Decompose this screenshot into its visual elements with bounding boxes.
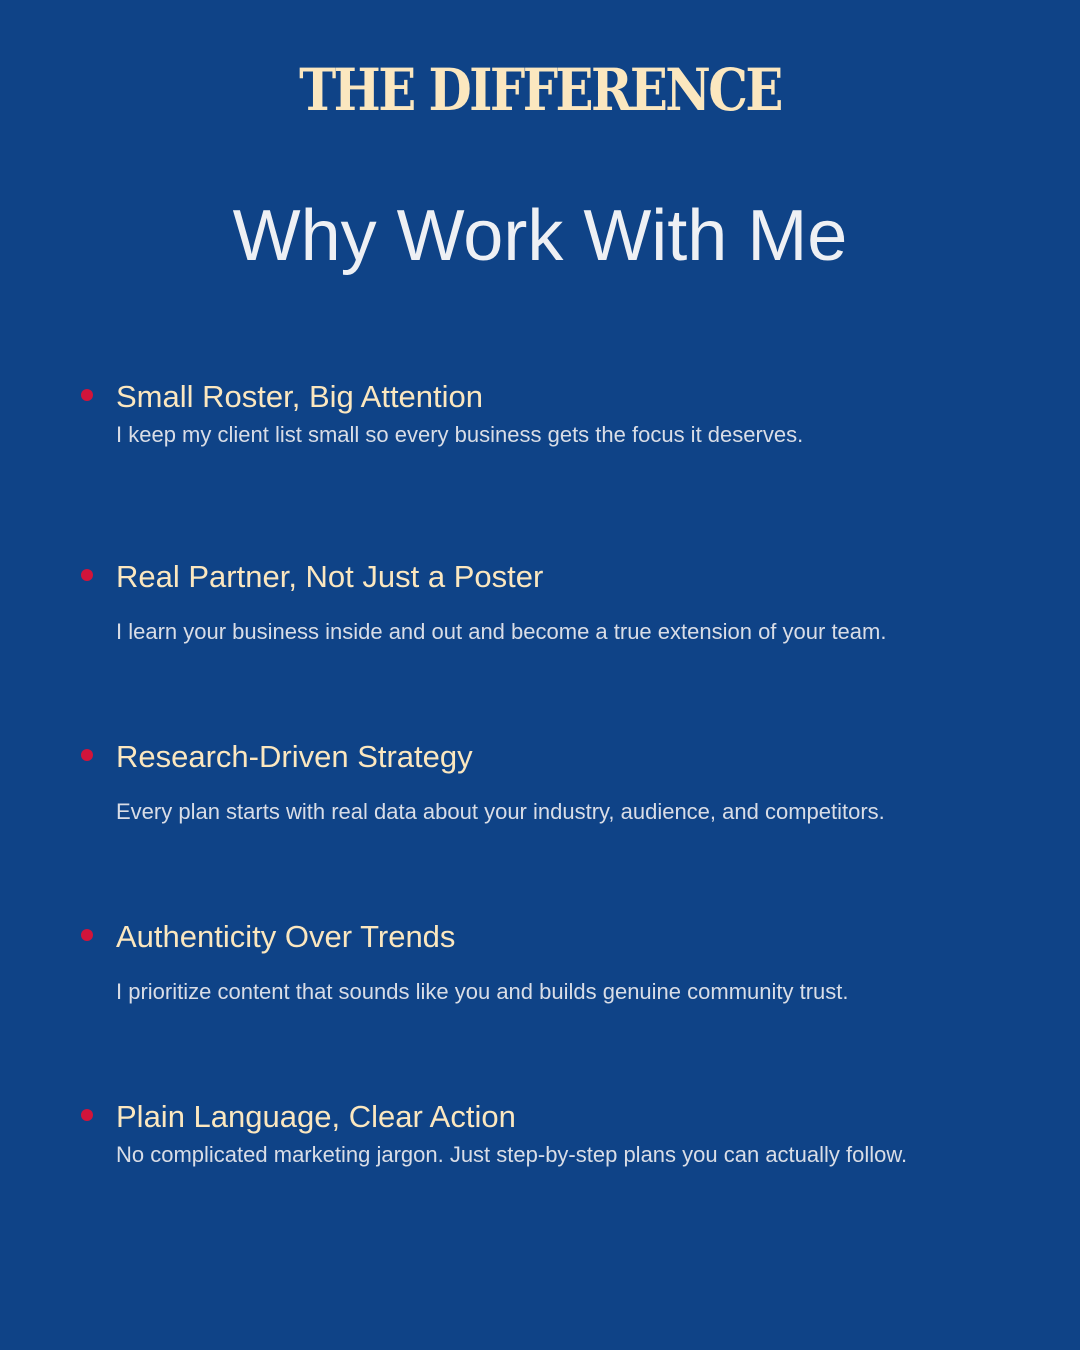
bullet-icon: [81, 1109, 93, 1121]
page-title: Why Work With Me: [232, 196, 848, 276]
item-description: I keep my client list small so every business gets the focus it deserves.: [116, 422, 804, 447]
bullet-icon: [81, 389, 93, 401]
item-description: I prioritize content that sounds like you and builds genuine community trust.: [116, 979, 849, 1004]
item-title: Small Roster, Big Attention: [116, 379, 484, 414]
bullet-icon: [81, 749, 93, 761]
item-title: Research-Driven Strategy: [116, 739, 473, 774]
bullet-icon: [81, 569, 93, 581]
item-description: I learn your business inside and out and become a true extension of your team.: [116, 619, 887, 644]
item-description: No complicated marketing jargon. Just step-by-step plans you can actually follow.: [116, 1142, 908, 1167]
eyebrow-heading: THE DIFFERENCE: [299, 56, 781, 124]
item-title: Plain Language, Clear Action: [116, 1099, 516, 1134]
item-title: Authenticity Over Trends: [116, 919, 456, 954]
bullet-icon: [81, 929, 93, 941]
item-description: Every plan starts with real data about your industry, audience, and competitors.: [116, 799, 885, 824]
item-title: Real Partner, Not Just a Poster: [116, 559, 544, 594]
